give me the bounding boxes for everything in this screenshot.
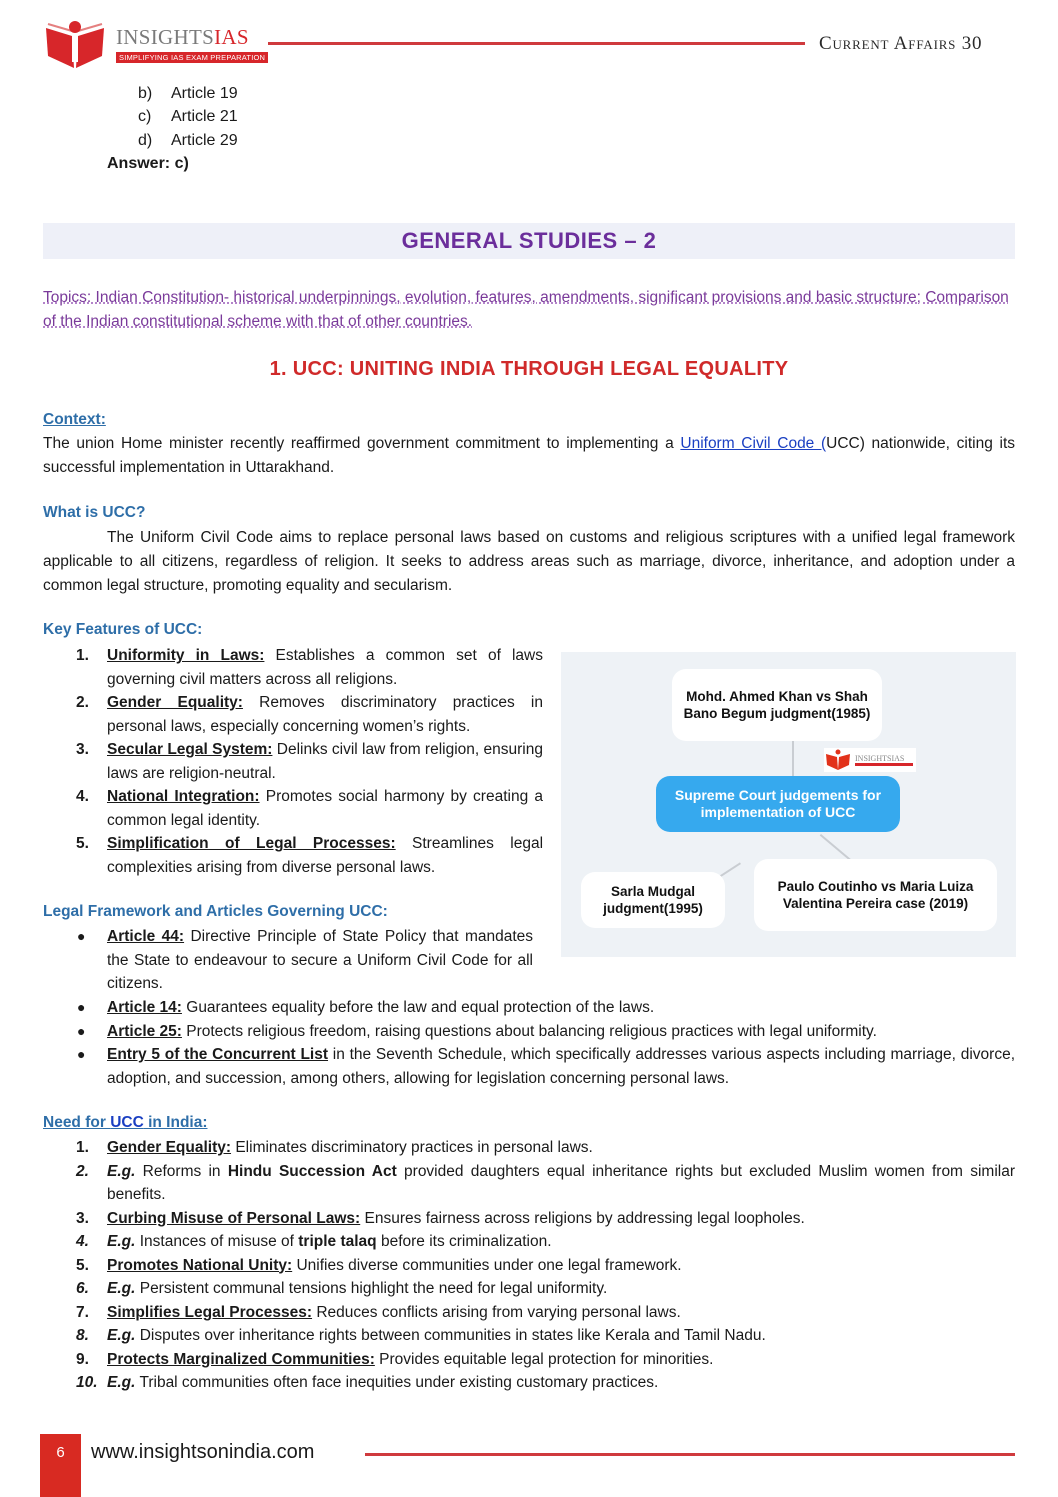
context-text-after: UCC) nationwide, citing its successful implementation in Uttarakhand. <box>43 435 1015 476</box>
list-item <box>43 925 533 996</box>
bullet-icon: ● <box>77 1022 86 1039</box>
item-text: Disputes over inheritance rights between communities in states like Kerala and Tamil Nadu. <box>135 1327 766 1344</box>
item-text: Provides equitable legal protection for minorities. <box>374 1350 714 1368</box>
item-text: Removes discriminatory practices in personal laws, especially concerning women’s rights. <box>107 694 543 735</box>
item-term: Curbing Misuse of Personal Laws: <box>107 1209 361 1227</box>
need-for-ucc-list <box>43 1136 1015 1395</box>
key-features-list <box>43 644 543 879</box>
example-label: E.g. <box>107 1327 136 1344</box>
list-item <box>43 785 543 832</box>
item-number: 7. <box>76 1303 89 1321</box>
item-number: 2. <box>76 694 89 711</box>
item-text: in the Seventh Schedule, which specifically addresses various aspects including marriage, divorce, adoption, and succession, among others, allowing for legislation concerning personal laws. <box>107 1046 1015 1087</box>
article-title: 1. UCC: UNITING INDIA THROUGH LEGAL EQUALITY <box>269 358 789 380</box>
item-term: Gender Equality: <box>107 1139 232 1156</box>
item-emphasis: Hindu Succession Act <box>227 1162 397 1180</box>
node-supreme-court: Supreme Court judgements for implementation of UCC <box>656 776 900 832</box>
option-text: Article 21 <box>171 108 238 125</box>
item-number: 10. <box>76 1374 98 1391</box>
item-text: Ensures fairness across religions by addressing legal loopholes. <box>360 1209 805 1227</box>
item-term: Uniformity in Laws: <box>107 647 265 664</box>
item-text: Instances of misuse of <box>135 1233 299 1250</box>
list-item <box>43 1230 1015 1254</box>
answer-line: Answer: c) <box>107 155 189 172</box>
item-text: Unifies diverse communities under one legal framework. <box>292 1256 682 1274</box>
ucc-heading-link[interactable]: UCC <box>110 1114 144 1131</box>
item-term: Gender Equality: <box>107 694 243 711</box>
item-text: Reduces conflicts arising from varying personal laws. <box>312 1303 681 1321</box>
logo-tagline: SIMPLIFYING IAS EXAM PREPARATION <box>116 52 268 63</box>
key-features-heading: Key Features of UCC: <box>43 621 203 638</box>
option-text: Article 29 <box>171 132 238 149</box>
sc-judgements-diagram <box>561 652 1016 957</box>
item-text: before its criminalization. <box>376 1233 552 1250</box>
item-number: 5. <box>76 1256 89 1274</box>
list-item <box>43 1136 1015 1160</box>
item-text: Tribal communities often face inequities under existing customary practices. <box>135 1374 659 1391</box>
open-book-logo-icon <box>44 18 106 70</box>
item-number: 1. <box>76 647 89 664</box>
item-text: Establishes a common set of laws governing civil matters across all religions. <box>107 647 543 688</box>
list-item <box>43 1207 1015 1231</box>
item-term: Secular Legal System: <box>107 741 273 758</box>
example-label: E.g. <box>107 1374 136 1391</box>
header-divider <box>268 42 805 45</box>
logo-word-insights: INSIGHTS <box>116 25 215 49</box>
option-key: b) <box>138 85 153 102</box>
legal-framework-heading: Legal Framework and Articles Governing UCC: <box>43 903 388 920</box>
list-item <box>43 832 543 879</box>
list-item <box>43 644 543 691</box>
heading-text: in India: <box>143 1114 208 1131</box>
item-text: Promotes social harmony by creating a common legal identity. <box>107 788 543 829</box>
list-item <box>43 1254 1015 1278</box>
item-term: Protects Marginalized Communities: <box>107 1350 375 1368</box>
general-studies-banner <box>43 223 1015 259</box>
context-heading: Context: <box>43 411 106 428</box>
item-text: provided daughters equal inheritance rights but excluded Muslim women from similar benefits. <box>107 1162 1015 1203</box>
list-item <box>43 1020 1015 1044</box>
node-paulo-coutinho: Paulo Coutinho vs Maria Luiza Valentina Pereira case (2019) <box>754 859 997 931</box>
topics-link[interactable]: Topics: Indian Constitution- historical underpinnings, evolution, features, amendments, significant provisions and basic structure; Comparison of the Indian constitutional scheme with that of other countries. <box>43 289 1009 330</box>
option-d <box>138 131 238 151</box>
list-item <box>43 1371 1015 1395</box>
banner-title: GENERAL STUDIES – 2 <box>401 228 657 253</box>
example-label: E.g. <box>107 1162 136 1180</box>
item-term: Entry 5 of the Concurrent List <box>107 1046 329 1063</box>
list-item <box>43 1277 1015 1301</box>
item-number: 3. <box>76 1209 89 1227</box>
item-emphasis: triple talaq <box>298 1233 377 1250</box>
what-is-ucc-paragraph: The Uniform Civil Code aims to replace personal laws based on customs and religious scriptures with a unified legal framework applicable to all citizens, regardless of religion. It seeks to address areas such as marriage, divorce, inheritance, and adoption under a common legal structure, promoting equality and secularism. <box>43 529 1015 594</box>
heading-text: Need for <box>43 1114 111 1131</box>
bullet-icon: ● <box>77 1046 86 1062</box>
open-book-logo-icon <box>824 748 916 772</box>
option-key: d) <box>138 132 153 149</box>
item-term: Article 44: <box>107 928 185 945</box>
ucc-link[interactable]: Uniform Civil Code ( <box>680 435 827 452</box>
item-number: 6. <box>76 1280 89 1297</box>
footer-website-link[interactable]: www.insightsonindia.com <box>91 1441 315 1463</box>
item-number: 8. <box>76 1327 89 1344</box>
insightsias-logo <box>44 18 266 70</box>
option-b <box>138 84 238 104</box>
item-number: 3. <box>76 741 89 758</box>
option-c <box>138 107 238 127</box>
item-number: 2. <box>76 1162 89 1180</box>
list-item <box>43 996 1015 1020</box>
example-label: E.g. <box>107 1280 136 1297</box>
what-is-ucc-heading: What is UCC? <box>43 504 146 521</box>
item-term: Simplification of Legal Processes: <box>107 835 396 852</box>
option-text: Article 19 <box>171 85 238 102</box>
page-number: 6 <box>56 1444 65 1461</box>
option-key: c) <box>138 108 152 125</box>
item-text: Persistent communal tensions highlight the need for legal uniformity. <box>135 1280 608 1297</box>
item-number: 4. <box>76 1233 89 1250</box>
list-item <box>43 1160 1015 1207</box>
item-term: Promotes National Unity: <box>107 1256 293 1274</box>
item-number: 9. <box>76 1350 89 1368</box>
item-text: Streamlines legal complexities arising from diverse personal laws. <box>107 835 544 876</box>
legal-framework-list-part1 <box>43 925 533 996</box>
insightsias-mini-logo <box>824 748 916 772</box>
item-number: 5. <box>76 835 89 852</box>
item-text: Directive Principle of State Policy that mandates the State to endeavour to secure a Uniform Civil Code for all citizens. <box>107 928 534 992</box>
list-item <box>43 1348 1015 1372</box>
item-term: Simplifies Legal Processes: <box>107 1303 313 1321</box>
item-term: Article 25: <box>107 1022 182 1040</box>
item-term: Article 14: <box>107 999 182 1016</box>
bullet-icon: ● <box>77 999 86 1015</box>
node-sarla-mudgal: Sarla Mudgal judgment(1995) <box>581 872 725 928</box>
item-text: Delinks civil law from religion, ensuring laws are religion-neutral. <box>107 741 543 782</box>
footer-divider <box>365 1453 1015 1456</box>
list-item <box>43 691 543 738</box>
context-paragraph <box>43 432 1015 480</box>
item-term: National Integration: <box>107 788 260 805</box>
header-title: Current Affairs 30 <box>819 33 983 54</box>
need-for-ucc-heading <box>43 1114 208 1132</box>
context-text: The union Home minister recently reaffirmed government commitment to implementing a <box>43 435 681 452</box>
logo-word-ias: IAS <box>214 25 249 49</box>
logo-wordmark <box>116 26 249 48</box>
item-number: 4. <box>76 788 89 805</box>
svg-text:INSIGHTSIAS: INSIGHTSIAS <box>855 754 905 763</box>
item-text: Guarantees equality before the law and equal protection of the laws. <box>181 999 655 1016</box>
list-item <box>43 1043 1015 1090</box>
list-item <box>43 738 543 785</box>
list-item <box>43 1301 1015 1325</box>
item-number: 1. <box>76 1139 89 1156</box>
list-item <box>43 1324 1015 1348</box>
item-text: Protects religious freedom, raising questions about balancing religious practices with legal uniformity. <box>181 1022 877 1040</box>
example-label: E.g. <box>107 1233 136 1250</box>
legal-framework-list-part2 <box>43 996 1015 1090</box>
item-text: Reforms in <box>135 1162 228 1180</box>
node-shah-bano: Mohd. Ahmed Khan vs Shah Bano Begum judgment(1985) <box>672 669 882 741</box>
item-text: Eliminates discriminatory practices in personal laws. <box>231 1139 593 1156</box>
bullet-icon: ● <box>77 928 86 944</box>
